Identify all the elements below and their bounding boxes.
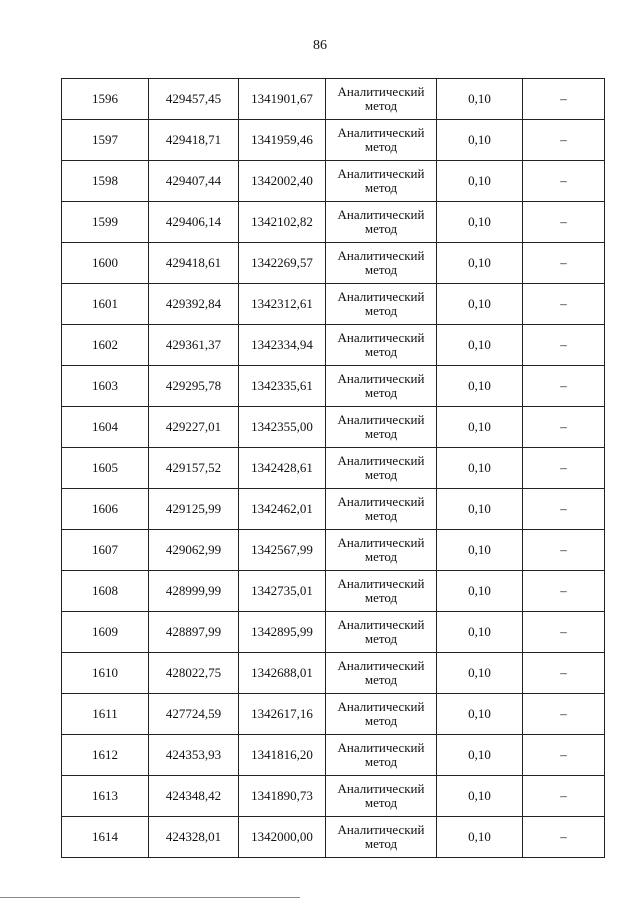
point-number-cell: 1612 (62, 735, 149, 776)
method-text: Аналитический (337, 699, 425, 714)
table-row (62, 530, 605, 571)
accuracy-cell: 0,10 (437, 366, 523, 407)
method-cell (326, 407, 437, 448)
note-cell: – (523, 530, 605, 571)
note-cell: – (523, 202, 605, 243)
note-cell: – (523, 79, 605, 120)
method-cell (326, 489, 437, 530)
method-cell (326, 325, 437, 366)
point-number-cell: 1607 (62, 530, 149, 571)
table-row (62, 79, 605, 120)
point-number-cell: 1611 (62, 694, 149, 735)
note-cell: – (523, 161, 605, 202)
point-number-cell: 1602 (62, 325, 149, 366)
method-cell (326, 79, 437, 120)
method-text: Аналитический (337, 822, 425, 837)
accuracy-cell: 0,10 (437, 407, 523, 448)
y-coordinate-cell: 1342269,57 (239, 243, 326, 284)
accuracy-cell: 0,10 (437, 735, 523, 776)
method-text: метод (364, 467, 398, 482)
accuracy-cell: 0,10 (437, 694, 523, 735)
method-text: Аналитический (337, 412, 425, 427)
method-text: метод (364, 549, 398, 564)
table-row (62, 817, 605, 858)
table-row (62, 284, 605, 325)
table-row (62, 489, 605, 530)
method-text: Аналитический (337, 781, 425, 796)
accuracy-cell: 0,10 (437, 243, 523, 284)
method-text: Аналитический (337, 125, 425, 140)
method-text: метод (364, 631, 398, 646)
x-coordinate-cell: 429418,71 (149, 120, 239, 161)
accuracy-cell: 0,10 (437, 120, 523, 161)
method-text: Аналитический (337, 371, 425, 386)
method-text: метод (364, 426, 398, 441)
coordinates-table-body (62, 79, 605, 858)
note-cell: – (523, 489, 605, 530)
method-text: метод (364, 303, 398, 318)
accuracy-cell: 0,10 (437, 530, 523, 571)
point-number-cell: 1597 (62, 120, 149, 161)
method-text: метод (364, 344, 398, 359)
method-cell (326, 161, 437, 202)
method-text: Аналитический (337, 494, 425, 509)
y-coordinate-cell: 1341959,46 (239, 120, 326, 161)
note-cell: – (523, 120, 605, 161)
method-text: метод (364, 262, 398, 277)
method-text: Аналитический (337, 535, 425, 550)
accuracy-cell: 0,10 (437, 202, 523, 243)
method-cell (326, 694, 437, 735)
point-number-cell: 1603 (62, 366, 149, 407)
method-cell (326, 202, 437, 243)
y-coordinate-cell: 1342102,82 (239, 202, 326, 243)
method-cell (326, 776, 437, 817)
note-cell: – (523, 366, 605, 407)
method-text: Аналитический (337, 740, 425, 755)
point-number-cell: 1614 (62, 817, 149, 858)
accuracy-cell: 0,10 (437, 284, 523, 325)
method-text: метод (364, 754, 398, 769)
accuracy-cell: 0,10 (437, 817, 523, 858)
y-coordinate-cell: 1341890,73 (239, 776, 326, 817)
y-coordinate-cell: 1342002,40 (239, 161, 326, 202)
method-text: метод (364, 385, 398, 400)
method-text: Аналитический (337, 289, 425, 304)
accuracy-cell: 0,10 (437, 776, 523, 817)
table-row (62, 735, 605, 776)
method-text: метод (364, 139, 398, 154)
accuracy-cell: 0,10 (437, 325, 523, 366)
y-coordinate-cell: 1342428,61 (239, 448, 326, 489)
method-cell (326, 735, 437, 776)
method-text: метод (364, 180, 398, 195)
point-number-cell: 1606 (62, 489, 149, 530)
point-number-cell: 1608 (62, 571, 149, 612)
method-text: метод (364, 672, 398, 687)
note-cell: – (523, 284, 605, 325)
note-cell: – (523, 571, 605, 612)
x-coordinate-cell: 429418,61 (149, 243, 239, 284)
x-coordinate-cell: 424348,42 (149, 776, 239, 817)
y-coordinate-cell: 1342335,61 (239, 366, 326, 407)
y-coordinate-cell: 1342688,01 (239, 653, 326, 694)
method-text: Аналитический (337, 576, 425, 591)
table-row (62, 161, 605, 202)
point-number-cell: 1601 (62, 284, 149, 325)
method-cell (326, 530, 437, 571)
note-cell: – (523, 776, 605, 817)
y-coordinate-cell: 1342355,00 (239, 407, 326, 448)
accuracy-cell: 0,10 (437, 489, 523, 530)
method-cell (326, 817, 437, 858)
method-text: метод (364, 98, 398, 113)
note-cell: – (523, 325, 605, 366)
x-coordinate-cell: 429406,14 (149, 202, 239, 243)
x-coordinate-cell: 427724,59 (149, 694, 239, 735)
accuracy-cell: 0,10 (437, 612, 523, 653)
method-cell (326, 366, 437, 407)
table-row (62, 202, 605, 243)
note-cell: – (523, 612, 605, 653)
point-number-cell: 1610 (62, 653, 149, 694)
method-text: Аналитический (337, 166, 425, 181)
y-coordinate-cell: 1341816,20 (239, 735, 326, 776)
x-coordinate-cell: 428897,99 (149, 612, 239, 653)
y-coordinate-cell: 1342735,01 (239, 571, 326, 612)
coordinates-table (61, 78, 605, 858)
x-coordinate-cell: 429062,99 (149, 530, 239, 571)
table-row (62, 243, 605, 284)
note-cell: – (523, 407, 605, 448)
y-coordinate-cell: 1342334,94 (239, 325, 326, 366)
note-cell: – (523, 694, 605, 735)
y-coordinate-cell: 1342617,16 (239, 694, 326, 735)
method-text: метод (364, 590, 398, 605)
method-text: Аналитический (337, 453, 425, 468)
x-coordinate-cell: 429295,78 (149, 366, 239, 407)
method-text: Аналитический (337, 248, 425, 263)
x-coordinate-cell: 424328,01 (149, 817, 239, 858)
note-cell: – (523, 653, 605, 694)
table-row (62, 120, 605, 161)
method-text: метод (364, 508, 398, 523)
point-number-cell: 1604 (62, 407, 149, 448)
x-coordinate-cell: 429361,37 (149, 325, 239, 366)
accuracy-cell: 0,10 (437, 653, 523, 694)
method-cell (326, 612, 437, 653)
table-row (62, 325, 605, 366)
accuracy-cell: 0,10 (437, 79, 523, 120)
x-coordinate-cell: 429157,52 (149, 448, 239, 489)
method-text: метод (364, 221, 398, 236)
table-row (62, 694, 605, 735)
method-text: Аналитический (337, 330, 425, 345)
x-coordinate-cell: 429457,45 (149, 79, 239, 120)
y-coordinate-cell: 1341901,67 (239, 79, 326, 120)
method-text: Аналитический (337, 658, 425, 673)
method-cell (326, 120, 437, 161)
page-number: 86 (313, 38, 327, 53)
method-cell (326, 284, 437, 325)
x-coordinate-cell: 428022,75 (149, 653, 239, 694)
point-number-cell: 1599 (62, 202, 149, 243)
y-coordinate-cell: 1342567,99 (239, 530, 326, 571)
method-cell (326, 571, 437, 612)
point-number-cell: 1613 (62, 776, 149, 817)
y-coordinate-cell: 1342462,01 (239, 489, 326, 530)
method-text: Аналитический (337, 617, 425, 632)
y-coordinate-cell: 1342895,99 (239, 612, 326, 653)
table-row (62, 653, 605, 694)
method-text: Аналитический (337, 207, 425, 222)
point-number-cell: 1596 (62, 79, 149, 120)
method-cell (326, 448, 437, 489)
method-cell (326, 243, 437, 284)
method-cell (326, 653, 437, 694)
x-coordinate-cell: 429227,01 (149, 407, 239, 448)
note-cell: – (523, 243, 605, 284)
x-coordinate-cell: 424353,93 (149, 735, 239, 776)
method-text: Аналитический (337, 84, 425, 99)
method-text: метод (364, 795, 398, 810)
note-cell: – (523, 817, 605, 858)
x-coordinate-cell: 428999,99 (149, 571, 239, 612)
point-number-cell: 1609 (62, 612, 149, 653)
accuracy-cell: 0,10 (437, 571, 523, 612)
y-coordinate-cell: 1342312,61 (239, 284, 326, 325)
table-row (62, 571, 605, 612)
table-row (62, 612, 605, 653)
point-number-cell: 1598 (62, 161, 149, 202)
note-cell: – (523, 448, 605, 489)
accuracy-cell: 0,10 (437, 448, 523, 489)
point-number-cell: 1605 (62, 448, 149, 489)
table-row (62, 407, 605, 448)
table-row (62, 448, 605, 489)
table-row (62, 776, 605, 817)
x-coordinate-cell: 429392,84 (149, 284, 239, 325)
scan-edge-line (0, 897, 300, 898)
accuracy-cell: 0,10 (437, 161, 523, 202)
table-row (62, 366, 605, 407)
x-coordinate-cell: 429407,44 (149, 161, 239, 202)
method-text: метод (364, 836, 398, 851)
point-number-cell: 1600 (62, 243, 149, 284)
note-cell: – (523, 735, 605, 776)
method-text: метод (364, 713, 398, 728)
x-coordinate-cell: 429125,99 (149, 489, 239, 530)
y-coordinate-cell: 1342000,00 (239, 817, 326, 858)
